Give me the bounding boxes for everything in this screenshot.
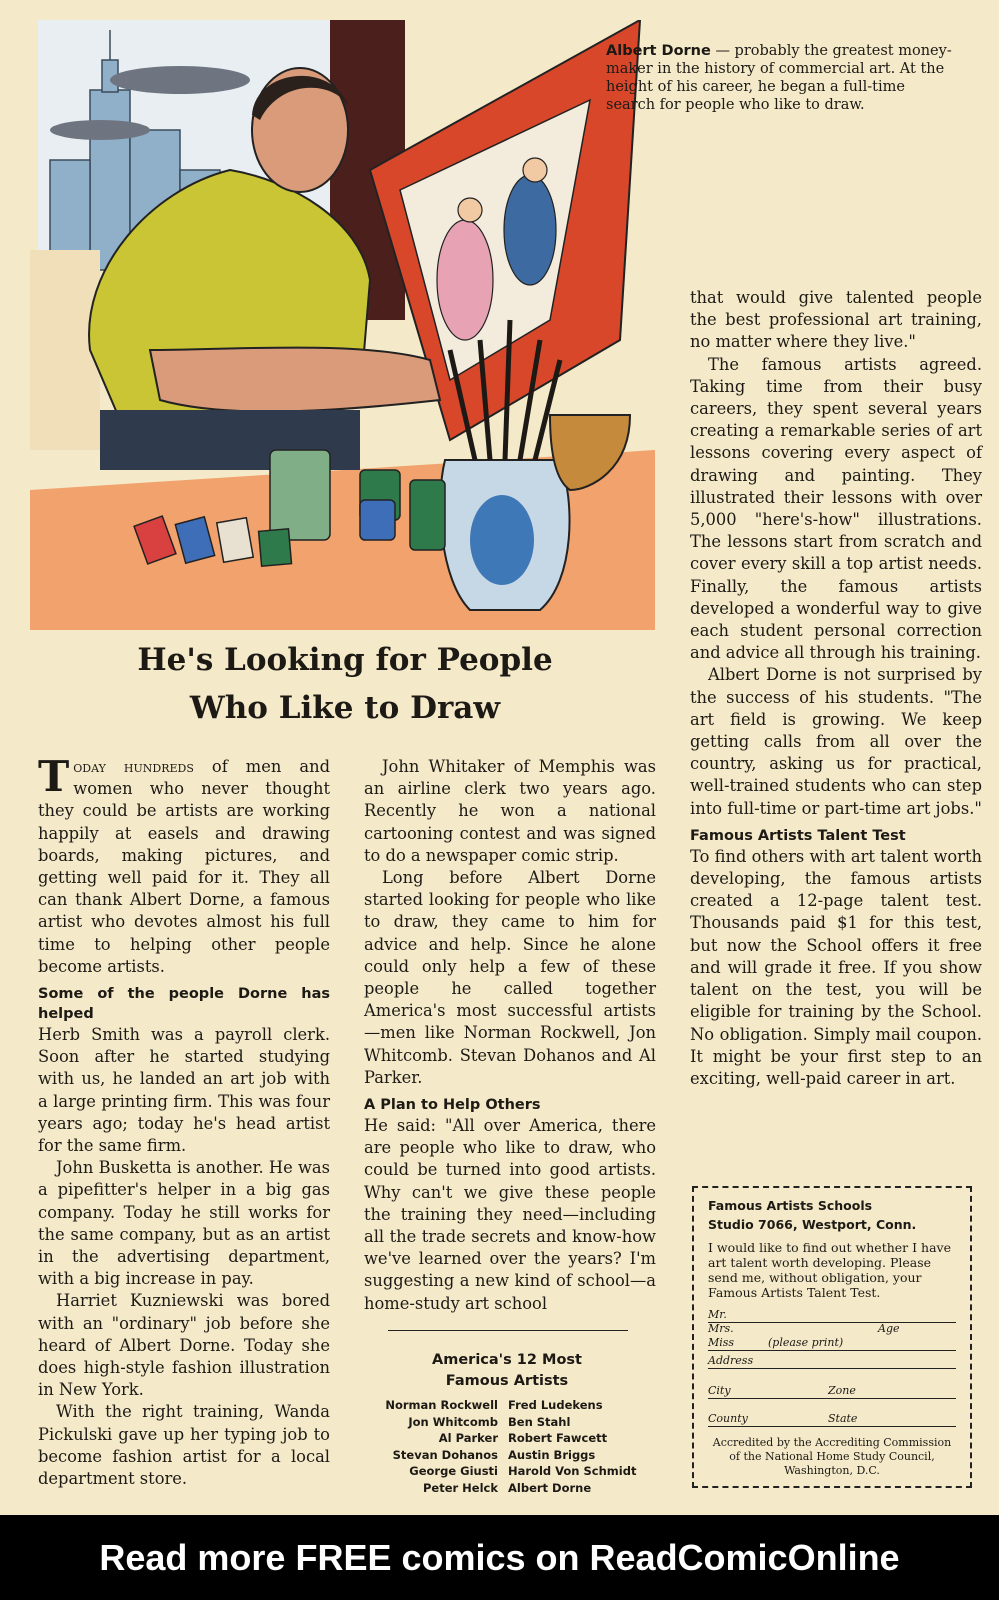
famous-artists-list <box>360 1397 660 1496</box>
coupon-accreditation: Accredited by the Accrediting Commission of the National Home Study Council, Washington, D.C. <box>712 1436 952 1477</box>
coupon-address-field[interactable] <box>708 1354 956 1369</box>
coupon-county-state-field[interactable] <box>708 1412 956 1427</box>
famous-artists-title <box>362 1350 652 1392</box>
famous-artists-title-line-1: America's 12 Most <box>432 1352 582 1368</box>
headline-line-1: He's Looking for People <box>137 642 553 678</box>
artist-name: Austin Briggs <box>508 1447 596 1462</box>
artist-name: Stevan Dohanos <box>392 1447 498 1462</box>
coupon-mr-label: Mr. <box>708 1308 727 1321</box>
drop-cap: T <box>38 752 70 801</box>
coupon-miss-row[interactable] <box>708 1336 956 1351</box>
paragraph-john-busketta: John Busketta is another. He was a pipefitter's helper in a big gas company. Today he still works for the same company, but as an artist in the advertising department, with a big increase in pay. <box>38 1158 330 1289</box>
paragraph-long-before: Long before Albert Dorne started looking for people who like to draw, they came to him for advice and help. Since he alone could only help a few of these people he called together America's most successful artists —men like Norman Rockwell, Jon Whitcomb. Stevan Dohanos and Al Parker. <box>364 868 656 1087</box>
famous-artists-title-line-2: Famous Artists <box>445 1373 569 1389</box>
intro-paragraph <box>38 752 331 978</box>
paragraph-continued: that would give talented people the best professional art training, no matter where they live." <box>690 288 982 352</box>
paragraph-john-whitaker: John Whitaker of Memphis was an airline clerk two years ago. Recently he won a national cartooning contest and was signed to do a newspaper comic strip. <box>364 757 656 865</box>
artist-name: Albert Dorne <box>508 1480 592 1495</box>
coupon-age-label: Age <box>878 1322 900 1335</box>
coupon-address-label: Address <box>708 1354 754 1367</box>
jar-glaze <box>470 495 534 585</box>
paragraph-harriet: Harriet Kuzniewski was bored with an "ordinary" job before she heard of Albert Dorne. Today she does high-style fashion illustration in New York. <box>38 1291 330 1400</box>
coupon-mrs-label: Mrs. <box>708 1322 734 1335</box>
article-column-3 <box>690 287 982 1090</box>
coupon-school-address: Studio 7066, Westport, Conn. <box>708 1217 917 1232</box>
section-heading-people: Some of the people Dorne has helped <box>38 986 330 1023</box>
banner-text[interactable]: Read more FREE comics on ReadComicOnline <box>99 1537 900 1578</box>
caption-text: — probably the greatest money-maker in the history of commercial art. At the height of his career, he began a full-time search for people who like to draw. <box>606 43 952 113</box>
artist-illustration <box>30 20 655 630</box>
artist-arm <box>150 348 440 412</box>
illustration-caption <box>606 42 956 114</box>
coupon-county-label: County <box>708 1412 748 1425</box>
coupon-state-label: State <box>828 1412 858 1425</box>
section-heading-plan: A Plan to Help Others <box>364 1097 541 1114</box>
coupon-zone-label: Zone <box>828 1384 856 1397</box>
artist-name: Al Parker <box>438 1431 498 1445</box>
article-column-1 <box>38 752 331 1490</box>
paragraph-not-surprised: Albert Dorne is not surprised by the success of his students. "The art field is growing. We keep getting calls from all over the country, asking us for practical, well-trained students who can step into full-time or part-time art jobs." <box>690 665 982 818</box>
coupon-miss-label: Miss <box>708 1336 735 1349</box>
coupon-please-print: (please print) <box>768 1336 844 1349</box>
intro-lead: oday hundreds <box>73 757 194 776</box>
divider-rule <box>388 1330 628 1331</box>
mail-coupon[interactable] <box>692 1186 972 1488</box>
coupon-city-label: City <box>708 1384 731 1397</box>
coupon-name-field[interactable] <box>708 1308 956 1323</box>
paragraph-wanda: With the right training, Wanda Pickulski gave up her typing job to become fashion artist for a local department store. <box>38 1402 330 1489</box>
artist-name: George Giusti <box>409 1464 498 1478</box>
paragraph-artists-agreed: The famous artists agreed. Taking time from their busy careers, they spent several years creating a remarkable series of art lessons covering every aspect of drawing and painting. They illustrated their lessons with over 5,000 "here's-how" illustrations. The lessons start from scratch and cover every skill a top artist needs. Finally, the famous artists developed a wonderful way to give each student personal correction and advice all through his training. <box>690 354 982 663</box>
headline-line-2: Who Like to Draw <box>189 690 501 726</box>
coupon-mrs-row <box>708 1322 956 1336</box>
coupon-city-zone-field[interactable] <box>708 1384 956 1399</box>
artist-name: Peter Helck <box>422 1480 498 1495</box>
artist-name: Harold Von Schmidt <box>508 1464 637 1478</box>
artist-name: Jon Whitcomb <box>408 1414 498 1429</box>
paragraph-he-said: He said: "All over America, there are people who like to draw, who could be turned into good artists. Why can't we give these people the training they need—including all the trade secrets and know-how we've learned over the years? I'm suggesting a new kind of school—a home-study art school <box>364 1116 656 1313</box>
article-column-2 <box>364 756 656 1315</box>
artist-name: Ben Stahl <box>508 1414 571 1429</box>
artist-name: Norman Rockwell <box>385 1398 498 1412</box>
headline <box>40 636 650 732</box>
caption-name: Albert Dorne <box>606 43 711 59</box>
paragraph-talent-test: To find others with art talent worth developing, the famous artists created a 12-page talent test. Thousands paid $1 for this test, but now the School offers it free and will grade it free. If you show talent on the test, you will be eligible for training by the School. No obligation. Simply mail coupon. It might be your first step to an exciting, well-paid career in art. <box>690 846 982 1088</box>
artist-name: Robert Fawcett <box>508 1431 608 1445</box>
intro-rest: of men and women who never thought they could be artists are working happily at easels and drawing boards, making pictures, and getting well paid for it. They all can thank Albert Dorne, a famous artist who devotes almost his full time to helping other people become artists. <box>38 757 331 976</box>
coupon-request-text: I would like to find out whether I have art talent worth developing. Please send me, without obligation, your Famous Artists Talent Test. <box>708 1240 951 1300</box>
coupon-school-name: Famous Artists Schools <box>708 1198 873 1213</box>
paragraph-herb-smith: Herb Smith was a payroll clerk. Soon after he started studying with us, he landed an art job with a large printing firm. This was four years ago; today he's head artist for the same firm. <box>38 1025 330 1156</box>
site-banner[interactable] <box>0 1515 999 1600</box>
section-heading-talent-test: Famous Artists Talent Test <box>690 827 906 844</box>
artist-name: Fred Ludekens <box>508 1398 603 1412</box>
